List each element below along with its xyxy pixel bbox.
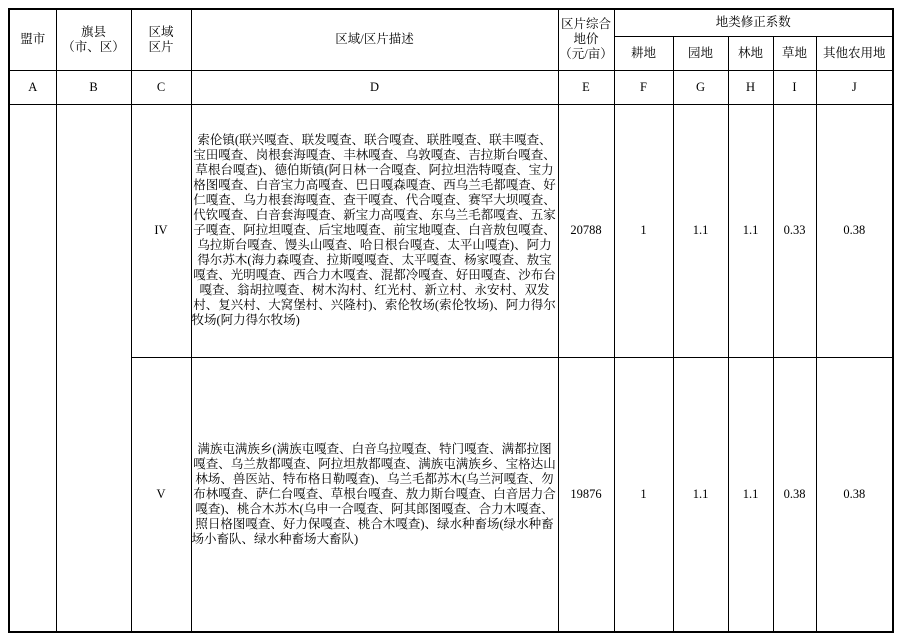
- cell-factor-v-forest: 1.1: [728, 357, 773, 632]
- col-letter-h: H: [728, 70, 773, 104]
- header-price: [558, 9, 614, 70]
- cell-zone-v: V: [131, 357, 191, 632]
- col-letter-i: I: [773, 70, 816, 104]
- header-factor-garden: [673, 36, 728, 70]
- header-factor-farmland: [614, 36, 673, 70]
- header-row-main: [9, 9, 893, 36]
- table-row-zone-v: [9, 357, 893, 632]
- col-letter-c: C: [131, 70, 191, 104]
- header-price-line3: （元/亩）: [559, 47, 613, 62]
- cell-zone-iv: IV: [131, 104, 191, 357]
- header-city-label: 盟市: [20, 32, 46, 47]
- header-factor-other-label: 其他农用地: [823, 45, 886, 60]
- header-zone-line2: 区片: [148, 39, 174, 54]
- cell-description-iv: 索伦镇(联兴嘎查、联发嘎查、联合嘎查、联胜嘎查、联丰嘎查、宝田嘎查、岗根套海嘎查、丰林嘎查、乌敦嘎查、吉拉斯台嘎查、草根台嘎查)、德伯斯镇(阿日林一合嘎查、阿拉坦浩特嘎查、宝力格图嘎查、白音宝力高嘎查、巴日嘎森嘎查、西乌兰毛都嘎查、好仁嘎查、乌力根套海嘎查、查干嘎查、代合嘎查、赛罕大坝嘎查、代钦嘎查、白音套海嘎查、新宝力高嘎查、东乌兰毛都嘎查、五家子嘎查、阿拉坦嘎查、后宝地嘎查、前宝地嘎查、白音敖包嘎查、乌拉斯台嘎查、馒头山嘎查、哈日根台嘎查、太平山嘎查)、阿力得尔苏木(海力森嘎查、拉斯嘎嘎查、太平嘎查、杨家嘎查、敖宝嘎查、光明嘎查、西合力木嘎查、混都冷嘎查、好田嘎查、沙布台嘎查、翁胡拉嘎查、树木沟村、红光村、新立村、永安村、双发村、复兴村、大窝堡村、兴隆村)、索伦牧场(索伦牧场)、阿力得尔牧场(阿力得尔牧场): [191, 104, 558, 357]
- cell-factor-v-garden: 1.1: [673, 357, 728, 632]
- header-factor-forest: [728, 36, 773, 70]
- header-county-line1: 旗县: [80, 24, 106, 39]
- table-row-zone-iv: [9, 104, 893, 357]
- cell-description-v: 满族屯满族乡(满族屯嘎查、白音乌拉嘎查、特门嘎查、满都拉图嘎查、乌兰敖都嘎查、阿拉坦敖都嘎查、满族屯满族乡、宝格达山林场、兽医站、特布格日勒嘎查)、乌兰毛都苏木(乌兰河嘎查、勿布林嘎查、萨仁台嘎查、草根台嘎查、敖力斯台嘎查、白音居力合嘎查)、桃合木苏木(乌申一合嘎查、阿其郎图嘎查、合力木嘎查、照日格图嘎查、好力保嘎查、桃合木嘎查)、绿水种畜场(绿水种畜场小畜队、绿水种畜场大畜队): [191, 357, 558, 632]
- header-factor-grassland: [773, 36, 816, 70]
- header-factor-farmland-label: 耕地: [630, 45, 656, 60]
- col-letter-d: D: [191, 70, 558, 104]
- header-description: [191, 9, 558, 70]
- col-letter-j: J: [816, 70, 893, 104]
- header-factor-grassland-label: 草地: [781, 45, 807, 60]
- header-description-label: 区域/区片描述: [335, 32, 414, 47]
- col-letter-b: B: [56, 70, 131, 104]
- col-letter-f: F: [614, 70, 673, 104]
- cell-factor-iv-grassland: 0.33: [773, 104, 816, 357]
- header-factor-garden-label: 园地: [687, 45, 713, 60]
- cell-factor-v-other: 0.38: [816, 357, 893, 632]
- header-price-line1: 区片综合: [560, 17, 611, 32]
- header-zone-line1: 区域: [148, 24, 174, 39]
- cell-factor-v-grassland: 0.38: [773, 357, 816, 632]
- cell-county-empty: [56, 104, 131, 632]
- cell-factor-iv-other: 0.38: [816, 104, 893, 357]
- header-zone: [131, 9, 191, 70]
- header-row-letters: [9, 70, 893, 104]
- col-letter-g: G: [673, 70, 728, 104]
- cell-factor-iv-garden: 1.1: [673, 104, 728, 357]
- cell-factor-v-farmland: 1: [614, 357, 673, 632]
- header-factor-forest-label: 林地: [737, 45, 763, 60]
- cell-price-v: 19876: [558, 357, 614, 632]
- header-county: [56, 9, 131, 70]
- land-price-table: [8, 8, 894, 633]
- col-letter-a: A: [9, 70, 56, 104]
- cell-price-iv: 20788: [558, 104, 614, 357]
- cell-city-empty: [9, 104, 56, 632]
- col-letter-e: E: [558, 70, 614, 104]
- header-factor-group-label: 地类修正系数: [715, 15, 791, 30]
- cell-factor-iv-farmland: 1: [614, 104, 673, 357]
- header-city: [9, 9, 56, 70]
- cell-factor-iv-forest: 1.1: [728, 104, 773, 357]
- header-price-line2: 地价: [573, 32, 599, 47]
- header-factor-group: [614, 9, 893, 36]
- header-factor-other: [816, 36, 893, 70]
- header-county-line2: （市、区）: [62, 39, 125, 54]
